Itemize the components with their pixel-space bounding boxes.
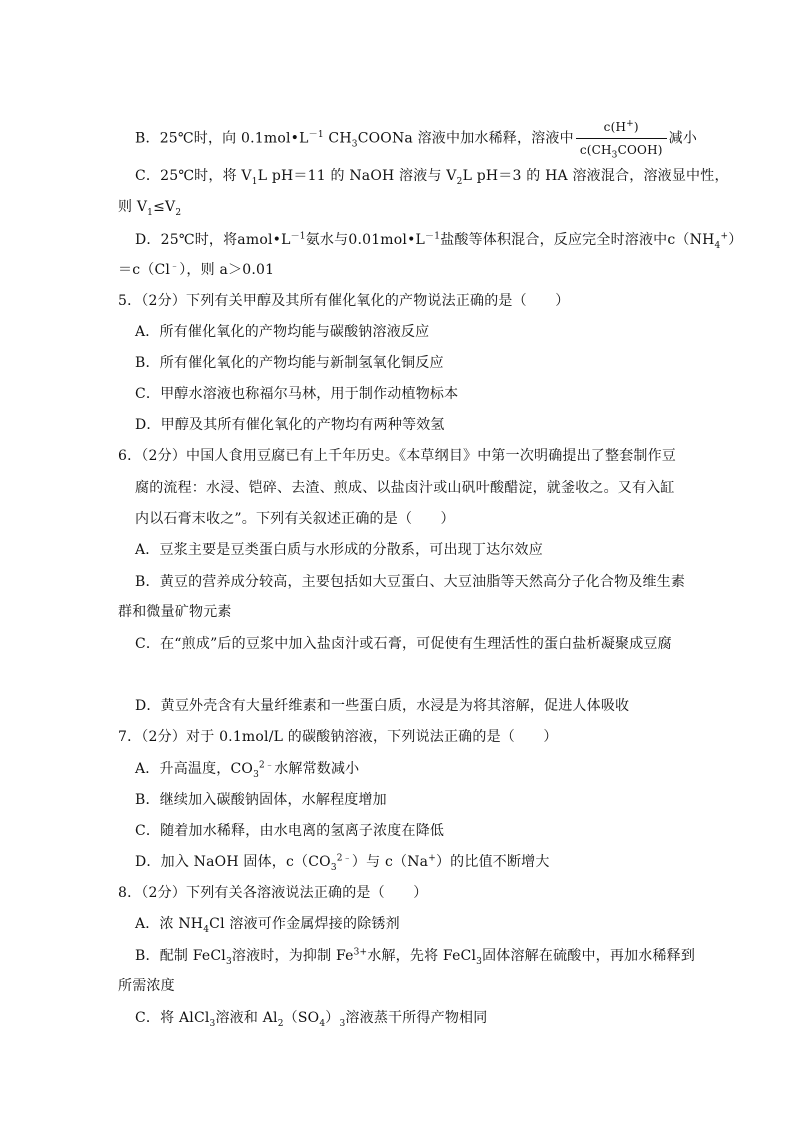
- q5-option-c: C．甲醇水溶液也称福尔马林，用于制作动植物标本: [135, 386, 459, 402]
- q4-option-b: [135, 117, 697, 160]
- q7-option-d: D．加入 NaOH 固体，$c(CO_3^{2﹣})$与 c（Na+）的比值不断增大: [135, 853, 550, 873]
- q8-option-a: A．浓 $NH_4Cl$ 溶液可作金属焊接的除锈剂: [135, 916, 400, 935]
- q6-option-d: D．黄豆外壳含有大量纤维素和一些蛋白质，水浸是为将其溶解，促进人体吸收: [135, 698, 630, 714]
- q6-stem-line2: 腐的流程：水浸、铠碎、去渣、煎成、以盐卤汁或山矾叶酸醋淀，就釜收之。又有入缸: [135, 480, 675, 496]
- q6-stem-line3: 内以石膏末收之”。下列有关叙述正确的是（ ）: [135, 511, 455, 527]
- q4b-text-4: 减小: [668, 130, 698, 147]
- q4-option-d-line1: D．25℃时，将$amol•L^{-1}$氨水与$0.01mol•L^{-1}$盐酸等体积混合，反应完全时溶液中$c(NH_4^+)$: [135, 231, 743, 251]
- q7-option-c: C．随着加水稀释，由水电离的氢离子浓度在降低: [135, 823, 445, 839]
- q4b-text-3: COONa 溶液中加水稀释，溶液中: [357, 130, 574, 147]
- fraction-numerator: c(H+): [576, 117, 667, 139]
- q4b-text-1: B．25℃时，向 0.1mol•L: [135, 130, 309, 147]
- q8-stem: 8．（2分）下列有关各溶液说法正确的是（ ）: [118, 885, 428, 901]
- fraction-denominator: $c(CH_3COOH)$: [579, 143, 663, 161]
- q7-option-b: B．继续加入碳酸钠固体，水解程度增加: [135, 792, 387, 808]
- q6-option-a: A．豆浆主要是豆类蛋白质与水形成的分散系，可出现丁达尔效应: [135, 542, 543, 558]
- q5-option-d: D．甲醇及其所有催化氧化的产物均有两种等效氢: [135, 417, 445, 433]
- q6-option-b-line1: B．黄豆的营养成分较高，主要包括如大豆蛋白、大豆油脂等天然高分子化合物及维生素: [135, 574, 686, 590]
- q8-option-b-line1: B．配制 FeCl$_3$溶液时，为抑制 $Fe^{3+}$水解，先将 FeCl$_3$固体溶解在硫酸中，再加水稀释到: [135, 947, 696, 967]
- q5-option-a: A．所有催化氧化的产物均能与碳酸钠溶液反应: [135, 324, 430, 340]
- q7-stem: 7．（2分）对于 0.1mol/L 的碳酸钠溶液，下列说法正确的是（ ）: [118, 729, 558, 745]
- q5-stem: 5．（2分）下列有关甲醇及其所有催化氧化的产物说法正确的是（ ）: [118, 293, 570, 309]
- q4-option-d-line2: ＝c（Cl﹣），则 a＞0.01: [118, 261, 275, 278]
- q4-option-c-line1: C．25℃时，将 $V_1L$ pH＝11 的 NaOH 溶液与 $V_2L$ pH＝3 的 HA 溶液混合，溶液显中性，: [135, 168, 729, 187]
- q4b-exp: －1: [308, 129, 324, 140]
- q6-option-c: C．在“煎成”后的豆浆中加入盐卤汁或石膏，可促使有生理活性的蛋白盐析凝聚成豆腐: [135, 636, 672, 652]
- q5-option-b: B．所有催化氧化的产物均能与新制氢氧化铜反应: [135, 355, 444, 371]
- q6-option-b-line2: 群和微量矿物元素: [118, 604, 232, 620]
- q8-option-c: C．将 AlCl$_3$溶液和 $Al_2(SO_4)_3$溶液蒸干所得产物相同: [135, 1010, 488, 1029]
- ratio-fraction: [576, 117, 667, 160]
- q8-option-b-line2: 所需浓度: [118, 978, 175, 994]
- q7-option-a: A．升高温度，$CO_3^{2﹣}$水解常数减小: [135, 760, 360, 780]
- q4b-text-2: CH: [323, 130, 352, 147]
- q4-option-c-line2: 则 $V_1\le V_2$: [118, 199, 182, 218]
- q6-stem-line1: 6．（2分）中国人食用豆腐已有上千年历史。《本草纲目》中第一次明确提出了整套制作豆: [118, 448, 677, 464]
- q4b-sub: 3: [351, 139, 358, 150]
